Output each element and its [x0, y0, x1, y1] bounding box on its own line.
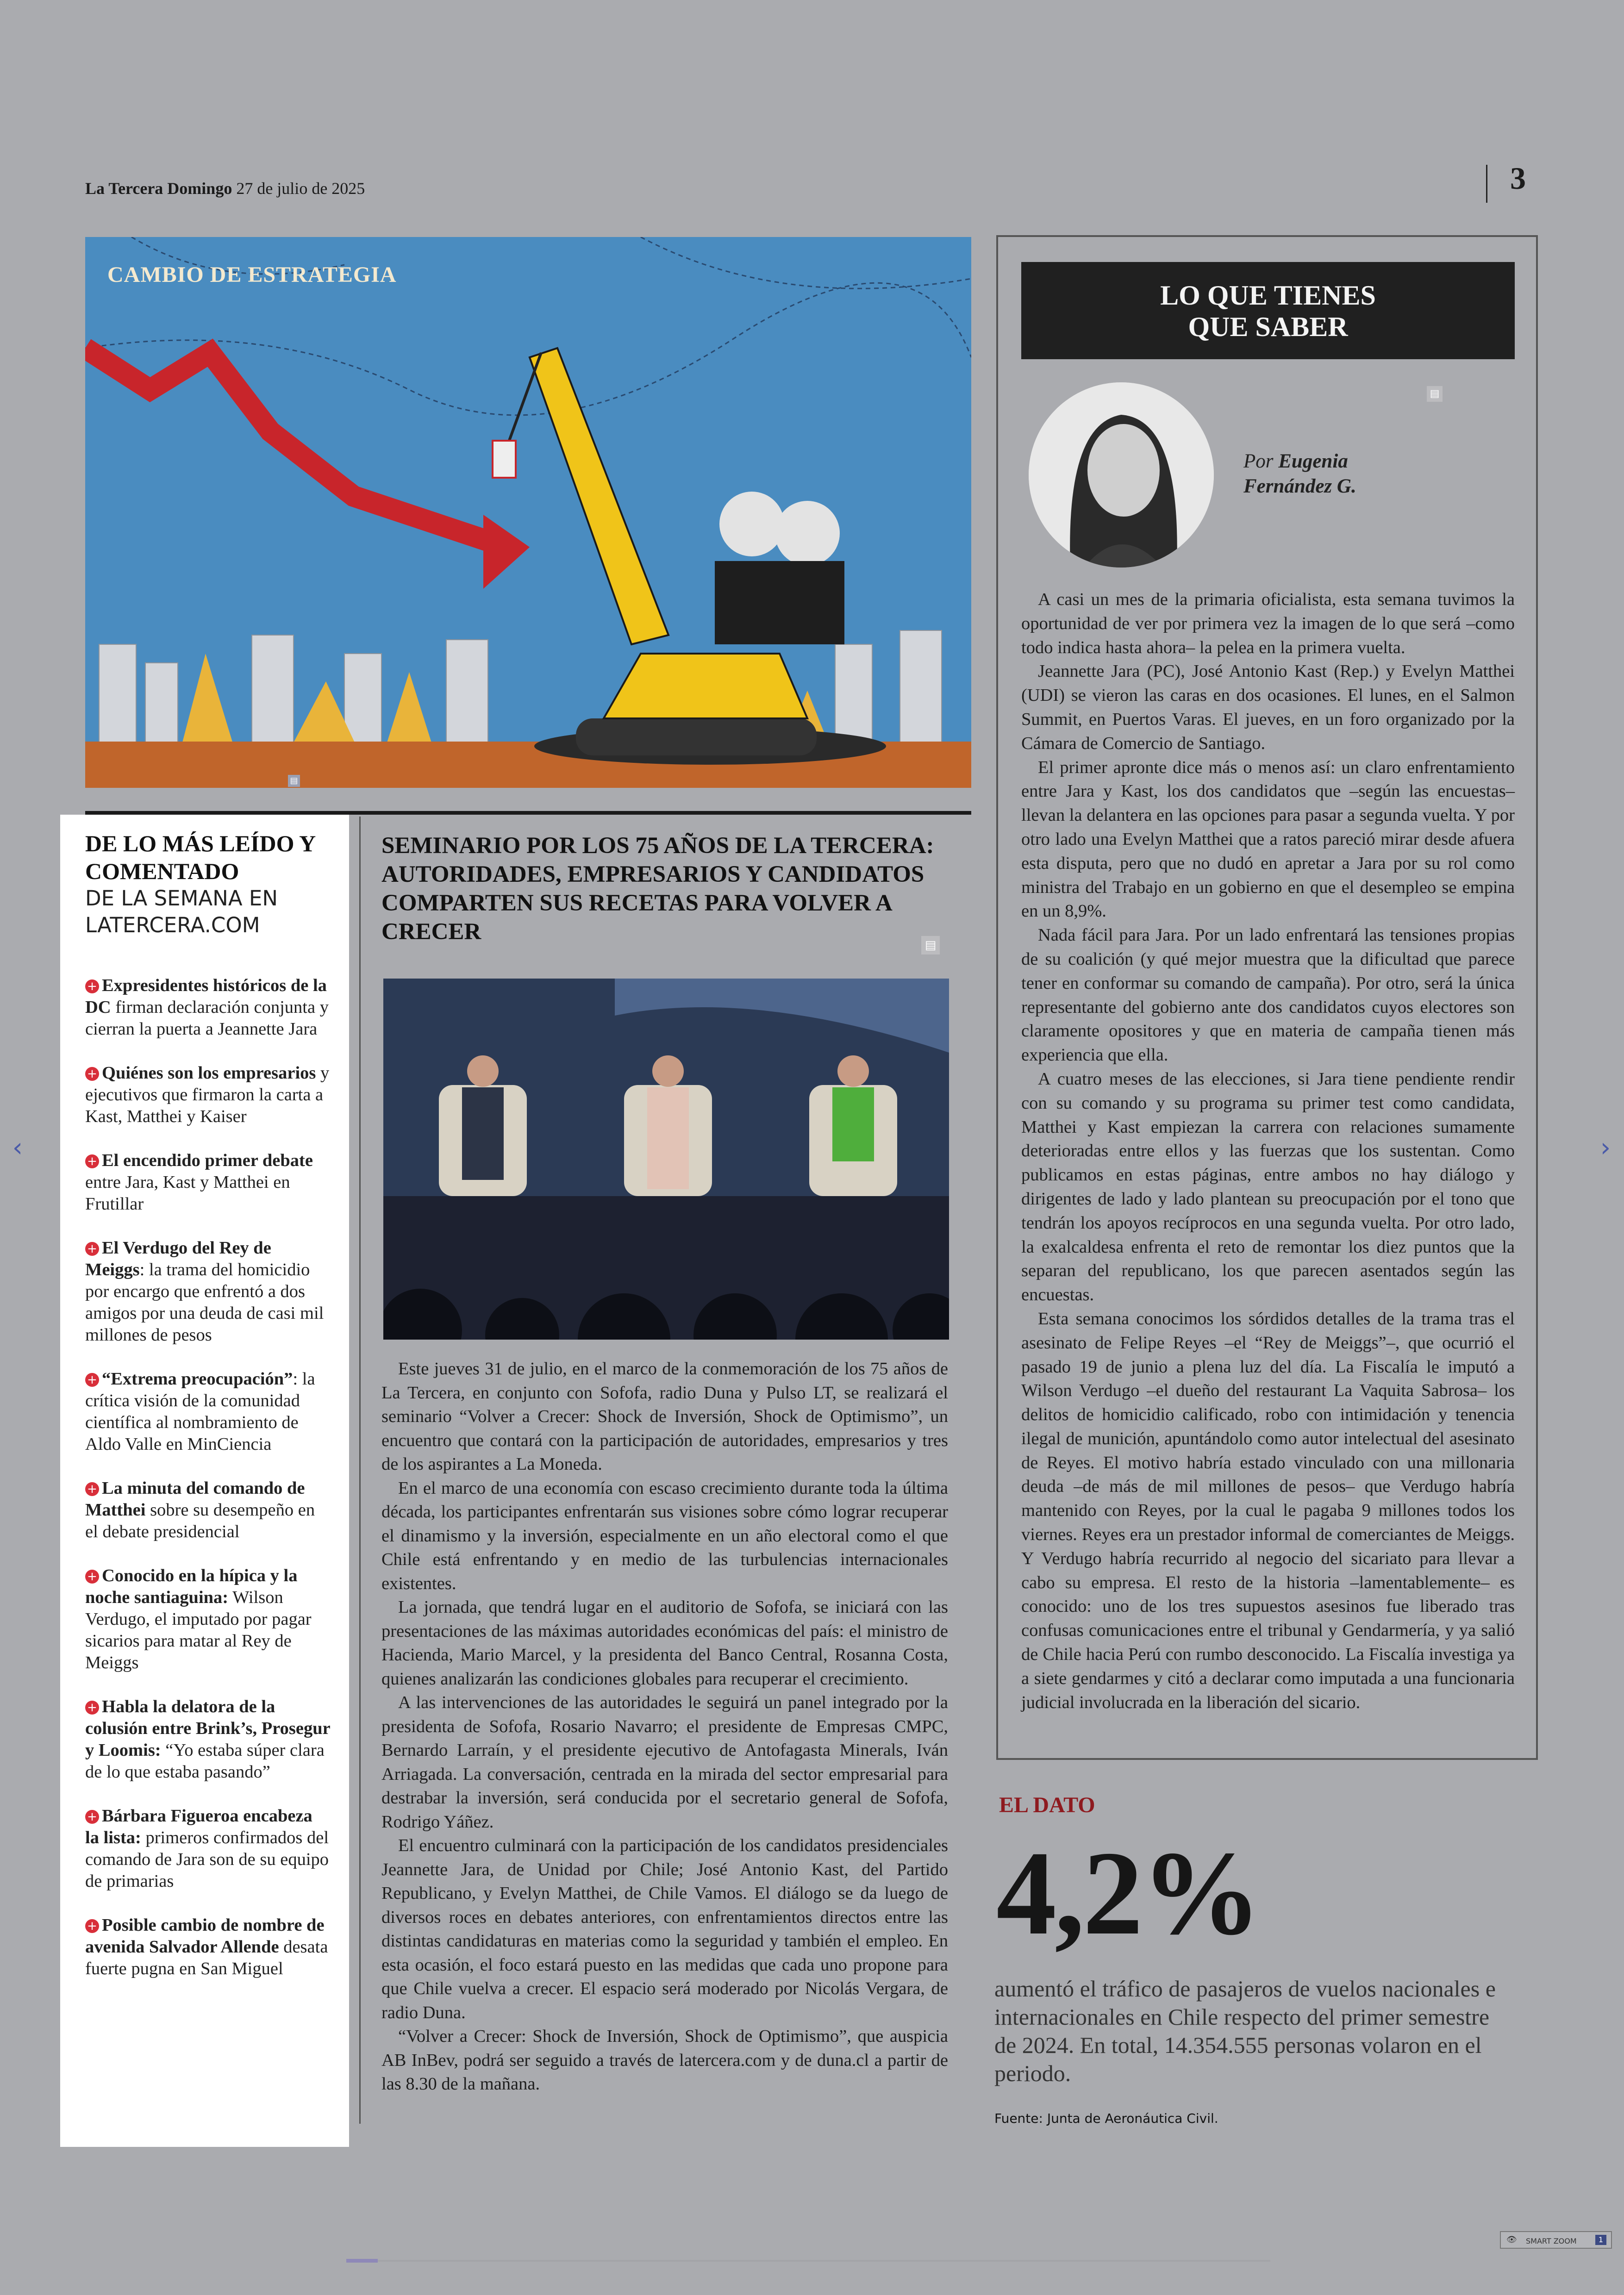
smart-zoom-control[interactable] — [1500, 2231, 1612, 2249]
most-read-item-text: : la trama del homicidio por encargo que enfrentó a dos amigos por una deuda de casi mil millones de pesos — [85, 1260, 324, 1345]
column-box — [996, 235, 1538, 1760]
box-title — [1021, 262, 1515, 359]
most-read-list — [85, 975, 331, 2002]
most-read-item[interactable] — [85, 1368, 331, 1455]
most-read-item-headline: Bárbara Figueroa encabeza la lista: — [85, 1806, 312, 1847]
article-paragraph: El encuentro culminará con la participación de los candidatos presidenciales Jeannette Jara, de Unidad por Chile; José Antonio Kast, del Partido Republicano, y Evelyn Matthei, de Chile Vamos. El diálogo se da luego de diversos roces en debates anteriores, con enfrentamientos directos entre las distintas candidaturas en materias como la seguridad y también el empleo. En esta ocasión, el foco estará puesto en las medidas que cada uno propone para que Chile vuelva a crecer. El espacio será moderado por Nicolás Vergara, de radio Duna. — [381, 1836, 948, 2022]
plus-bullet-icon: + — [85, 1373, 99, 1387]
most-read-item-headline: Quiénes son los empresarios — [102, 1063, 316, 1083]
plus-bullet-icon: + — [85, 1919, 99, 1933]
page-progress-indicator[interactable] — [346, 2259, 378, 2263]
most-read-item[interactable] — [85, 1915, 331, 1980]
most-read-item-text: y ejecutivos que firmaron la carta a Kast, Matthei y Kaiser — [85, 1063, 330, 1126]
page-number: 3 — [1510, 161, 1526, 196]
most-read-item[interactable] — [85, 975, 331, 1040]
column-paragraph: El primer apronte dice más o menos así: un claro enfrentamiento entre Jara y Kast, los dos candidatos que –según las encuestas– llevan la delantera en las opciones para pasar a segunda vuelta. Y por otro lado una Evelyn Matthei que a ratos pareció mirar desde afuera esta disputa, pero que no dudó en apretar a Jara por su rol como ministra del Trabajo en un gobierno en que el desempleo se empina en un 8,9%. — [1021, 757, 1515, 921]
previous-page-arrow[interactable]: ‹ — [12, 1133, 23, 1163]
dato-source: Fuente: Junta de Aeronáutica Civil. — [994, 2111, 1218, 2126]
author-photo — [1029, 382, 1214, 568]
seminar-photo — [383, 979, 949, 1340]
most-read-item-headline: El encendido primer debate — [102, 1151, 313, 1170]
most-read-item[interactable] — [85, 1805, 331, 1892]
box-info-icon[interactable]: ▤ — [1427, 386, 1443, 402]
plus-bullet-icon: + — [85, 1067, 99, 1081]
photo-info-icon[interactable]: ▤ — [921, 936, 940, 954]
column-paragraph: A casi un mes de la primaria oficialista, esta semana tuvimos la oportunidad de ver por primera vez la imagen de lo que será –como todo indica hasta ahora– la pelea en la primera vuelta. — [1021, 590, 1515, 657]
most-read-sidebar — [60, 815, 349, 2147]
most-read-item-headline: Conocido en la hípica y la noche santiaguina: — [85, 1566, 298, 1607]
plus-bullet-icon: + — [85, 1701, 99, 1715]
plus-bullet-icon: + — [85, 1242, 99, 1256]
most-read-item-headline: El Verdugo del Rey de Meiggs — [85, 1238, 271, 1279]
most-read-item-text: entre Jara, Kast y Matthei en Frutillar — [85, 1172, 290, 1214]
article-body — [381, 1357, 948, 2096]
box-title-line-2: QUE SABER — [1188, 312, 1348, 342]
author-name-last: Fernández G. — [1243, 475, 1356, 497]
plus-bullet-icon: + — [85, 1154, 99, 1168]
most-read-item-text: “Yo estaba súper clara de lo que estaba pasando” — [85, 1740, 325, 1782]
article-paragraph: A las intervenciones de las autoridades le seguirá un panel integrado por la presidenta de Sofofa, Rosario Navarro; el presidente de Empresas CMPC, Bernardo Larraín, y el presidente ejecutivo de Antofagasta Minerals, Iván Arriagada. La conversación, centrada en la mirada del sector empresarial para destrabar la inversión, será conducida por el secretario general de Sofofa, Rodrigo Yáñez. — [381, 1693, 948, 1832]
illustration-label: CAMBIO DE ESTRATEGIA — [107, 262, 397, 287]
crane-illustration — [85, 237, 971, 788]
article-headline: SEMINARIO POR LOS 75 AÑOS DE LA TERCERA: AUTORIDADES, EMPRESARIOS Y CANDIDATOS COMPARTEN SUS RECETAS PARA VOLVER A CRECER — [381, 833, 934, 945]
publication-name: La Tercera Domingo — [85, 179, 232, 198]
smart-zoom-label: SMART ZOOM — [1526, 2237, 1577, 2245]
dato-value: 4,2% — [996, 1827, 1260, 1960]
most-read-item-headline: “Extrema preocupación” — [102, 1369, 293, 1389]
column-paragraph: Esta semana conocimos los sórdidos detalles de la trama tras el asesinato de Felipe Reyes –el “Rey de Meiggs”–, que ocurrió el pasado 19 de junio a plena luz del día. La Fiscalía le imputó a Wilson Verdugo –el dueño del restaurant La Vaquita Sabrosa– los delitos de homicidio calificado, robo con intimidación y tenencia ilegal de munición, apuntándolo como autor intelectual del asesinato de Reyes. El motivo habría estado vinculado con una millonaria deuda –de más de mil millones de pesos– que Verdugo habría mantenido con Reyes, por la cual le pagaba 9 millones todos los viernes. Reyes era un prestador informal de comerciantes de Meiggs. Y Verdugo habría recurrido al negocio del sicariato para llevar a cabo su empresa. El resto de la historia –lamentablemente– es conocido: uno de los tres supuestos asesinos fue liberado tras confusas comunicaciones entre el tribunal y Gendarmería, y ya salió de Chile hacia Perú con rumbo desconocido. La Fiscalía investiga ya a siete gendarmes y citó a declarar como imputada a una funcionaria judicial involucrada en la liberación del sicario. — [1021, 1309, 1515, 1712]
box-title-line-1: LO QUE TIENES — [1160, 280, 1376, 311]
plus-bullet-icon: + — [85, 979, 99, 993]
most-read-item-text: desata fuerte pugna en San Miguel — [85, 1937, 328, 1978]
article-paragraph: “Volver a Crecer: Shock de Inversión, Shock de Optimismo”, que auspicia AB InBev, podrá ser seguido a través de latercera.com y de duna.cl a partir de las 8.30 de la mañana. — [381, 2027, 948, 2094]
sidebar-title: DE LO MÁS LEÍDO Y COMENTADO — [85, 830, 315, 884]
most-read-item[interactable] — [85, 1237, 331, 1346]
most-read-item-text: Wilson Verdugo, el imputado por pagar sicarios para matar al Rey de Meiggs — [85, 1588, 312, 1672]
most-read-item-headline: La minuta del comando de Matthei — [85, 1478, 305, 1520]
page-header — [85, 179, 365, 198]
dato-label: EL DATO — [999, 1793, 1095, 1817]
eye-icon: 👁 — [1506, 2235, 1517, 2245]
column-paragraph: Jeannette Jara (PC), José Antonio Kast (Rep.) y Evelyn Matthei (UDI) se vieron las caras en dos ocasiones. El lunes, en el Salmon Summit, en Puertos Varas. El jueves, en un foro organizado por la Cámara de Comercio de Santiago. — [1021, 661, 1515, 753]
most-read-item[interactable] — [85, 1696, 331, 1783]
most-read-item[interactable] — [85, 1062, 331, 1128]
column-paragraph: A cuatro meses de las elecciones, si Jara tiene pendiente rendir con su comando y su programa su primer test como candidata, Matthei y Kast empiezan la carrera con relaciones sumamente deterioradas entre ellos y las fuerzas que los sustentan. Como publicamos en estas páginas, entre ambos no hay diálogo y dirigentes de lado y lado plantean su preocupación por el tono que tendrán los apoyos recíprocos en una segunda vuelta. Por otro lado, la exalcaldesa enfrenta el reto de remontar los diez puntos que la separan del republicano, los que parecen asentados según las encuestas. — [1021, 1069, 1515, 1305]
author-byline — [1243, 449, 1429, 499]
most-read-item-headline: Expresidentes históricos de la DC — [85, 976, 327, 1017]
byline-prefix: Por — [1243, 450, 1279, 472]
plus-bullet-icon: + — [85, 1810, 99, 1824]
header-divider — [1486, 165, 1487, 203]
next-page-arrow[interactable]: › — [1600, 1133, 1611, 1163]
most-read-item[interactable] — [85, 1565, 331, 1674]
dato-description: aumentó el tráfico de pasajeros de vuelos nacionales e internacionales en Chile respecto del primer semestre de 2024. En total, 14.354.555 personas volaron en el periodo. — [994, 1976, 1496, 2086]
column-divider — [359, 817, 361, 2124]
plus-bullet-icon: + — [85, 1570, 99, 1584]
most-read-item-text: primeros confirmados del comando de Jara son de su equipo de primarias — [85, 1828, 329, 1891]
column-paragraph: Nada fácil para Jara. Por un lado enfrentará las tensiones propias de su coalición (y qué mejor muestra que la dificultad que parece tener en conformar su comando de campaña). Por otro, será la única representante del gobierno ante dos candidatos cuyos electores son claramente opositores y que en materia de campaña tienen más experiencia que ella. — [1021, 925, 1515, 1065]
sidebar-subtitle: DE LA SEMANA EN LATERCERA.COM — [85, 886, 278, 937]
article-paragraph: En el marco de una economía con escaso crecimiento durante toda la última década, los participantes enfrentarán sus visiones sobre cómo lograr recuperar el dinamismo y la inversión, especialmente en un año electoral como el que Chile está enfrentando y en medio de las turbulencias internacionales existentes. — [381, 1478, 948, 1593]
most-read-item-headline: Habla la delatora de la colusión entre Brink’s, Prosegur y Loomis: — [85, 1697, 331, 1760]
publication-date: 27 de julio de 2025 — [236, 179, 365, 198]
article-paragraph: La jornada, que tendrá lugar en el auditorio de Sofofa, se iniciará con las presentaciones de las máximas autoridades económicas del país: el ministro de Hacienda, Mario Marcel, y la presidenta del Banco Central, Rosanna Costa, quienes analizarán las condiciones globales para recuperar el crecimiento. — [381, 1597, 948, 1689]
article-paragraph: Este jueves 31 de julio, en el marco de la conmemoración de los 75 años de La Tercera, en conjunto con Sofofa, radio Duna y Pulso LT, se realizará el seminario “Volver a Crecer: Shock de Inversión, Shock de Optimismo”, un encuentro que contará con la participación de autoridades, empresarios y tres de los aspirantes a La Moneda. — [381, 1359, 948, 1474]
page-progress-track[interactable] — [346, 2260, 1270, 2262]
most-read-item[interactable] — [85, 1150, 331, 1215]
most-read-item-text: firman declaración conjunta y cierran la puerta a Jeannette Jara — [85, 998, 329, 1039]
section-rule — [85, 811, 971, 815]
lead-illustration — [85, 237, 971, 788]
column-body — [1021, 588, 1515, 1715]
most-read-item-headline: Posible cambio de nombre de avenida Salvador Allende — [85, 1915, 325, 1957]
image-info-icon[interactable]: ▤ — [288, 775, 300, 787]
smart-zoom-badge: 1 — [1595, 2235, 1606, 2245]
author-name-first: Eugenia — [1278, 450, 1348, 472]
author-portrait — [1029, 382, 1214, 568]
panel-stage-photo — [383, 979, 949, 1340]
most-read-item-text: sobre su desempeño en el debate presidencial — [85, 1500, 315, 1541]
most-read-item-text: : la crítica visión de la comunidad científica al nombramiento de Aldo Valle en MinCiencia — [85, 1369, 315, 1454]
plus-bullet-icon: + — [85, 1482, 99, 1496]
most-read-item[interactable] — [85, 1478, 331, 1543]
